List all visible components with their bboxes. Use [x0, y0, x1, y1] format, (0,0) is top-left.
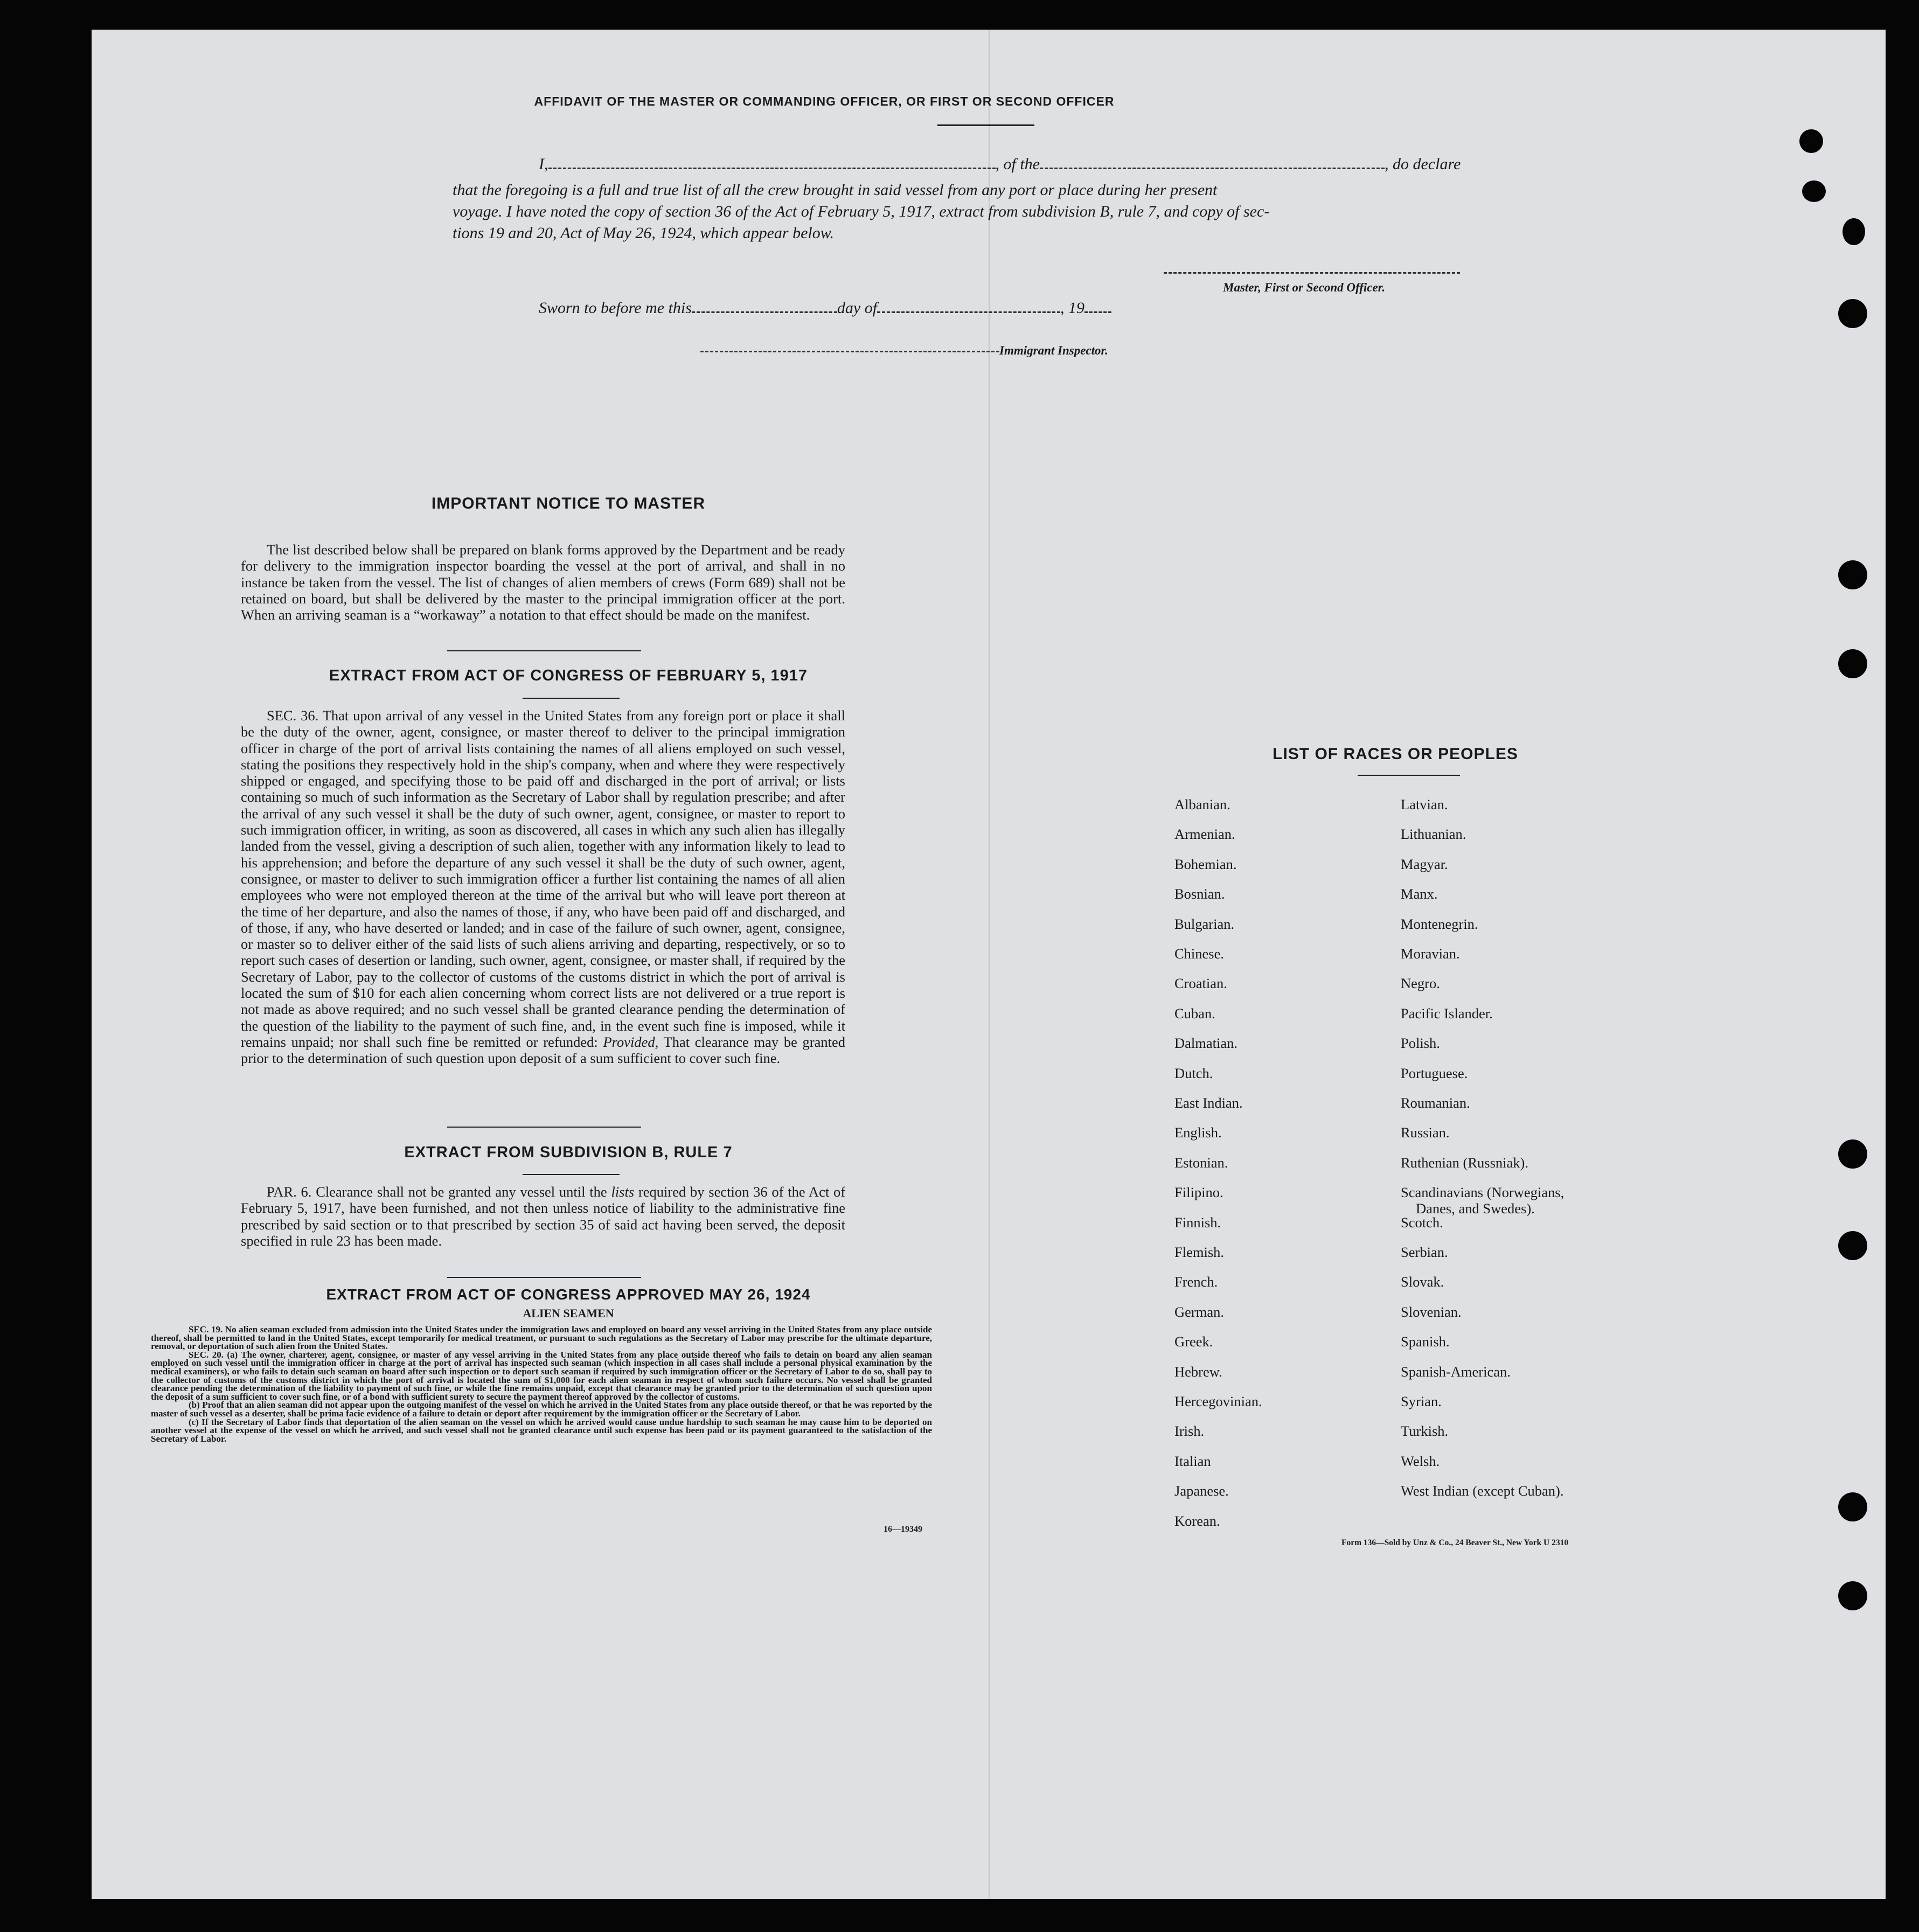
- act-1924-heading: EXTRACT FROM ACT OF CONGRESS APPROVED MAY 26, 1924: [326, 1286, 811, 1303]
- notice-text: The list described below shall be prepared on blank forms approved by the Department and be ready for delivery to the immigration inspector boarding the vessel at the port of arrival, and shall in no instance be taken from the vessel. The list of changes of alien members of crews (Form 689) shall not be retained on board, but shall be delivered by the master to the principal immigration officer at the port. When an arriving seaman is a “workaway” a notation to that effect should be made on the manifest.: [241, 541, 845, 623]
- rule-7-heading: EXTRACT FROM SUBDIVISION B, RULE 7: [404, 1144, 733, 1161]
- binder-hole: [1838, 299, 1867, 328]
- race-item: Syrian.: [1401, 1393, 1442, 1409]
- binder-hole: [1838, 1139, 1867, 1169]
- act-1917-heading: EXTRACT FROM ACT OF CONGRESS OF FEBRUARY 5, 1917: [329, 667, 808, 684]
- race-item: Ruthenian (Russniak).: [1401, 1154, 1528, 1171]
- race-item: French.: [1174, 1274, 1218, 1290]
- sec-19-text: SEC. 19. No alien seaman excluded from admission into the United States under the immigration laws and employed on board any vessel arriving in the United States from any place outside thereof, shall be permitted to land in the United States, except temporarily for medical treatment, or pursuant to such regulations as the Secretary of Labor may prescribe for the ultimate departure, removal, or deportation of such alien from the United States.: [151, 1324, 932, 1352]
- race-item: Bosnian.: [1174, 886, 1225, 902]
- sworn-line: [539, 299, 1111, 317]
- binder-hole: [1838, 649, 1867, 678]
- day-blank: [692, 300, 837, 313]
- rule-7-text: Clearance shall not be granted any vessel until the: [316, 1184, 607, 1200]
- race-item: Armenian.: [1174, 826, 1235, 843]
- inspector-signature-line: [700, 351, 999, 352]
- provided-label: Provided,: [603, 1033, 659, 1050]
- race-item: Serbian.: [1401, 1244, 1448, 1260]
- binder-hole: [1838, 1231, 1867, 1260]
- race-item: Finnish.: [1174, 1214, 1221, 1231]
- race-item: Negro.: [1401, 975, 1440, 992]
- race-item: Spanish.: [1401, 1333, 1450, 1350]
- affidavit-of-the-label: , of the: [995, 155, 1040, 173]
- sec-20b-text: (b) Proof that an alien seaman did not appear upon the outgoing manifest of the vessel on which he arrived in the United States from any place outside thereof, or that he was reported by the master of such vessel as a deserter, shall be prima facie evidence of a failure to detain or deport after requirement by the immigration officer or the Secretary of Labor.: [151, 1400, 932, 1419]
- race-item: Filipino.: [1174, 1184, 1223, 1201]
- races-heading: LIST OF RACES OR PEOPLES: [1273, 745, 1518, 763]
- act-1917-text: That upon arrival of any vessel in the United States from any foreign port or place it shall be the duty of the owner, agent, consignee, or master thereof to deliver to the principal immigration officer in charge of the port of arrival lists containing the names of all aliens employed on such vessel, stating the positions they respectively hold in the ship's company, when and where they were respectively shipped or engaged, and specifying those to be paid off and discharged in the port of arrival; or lists containing so much of such information as the Secretary of Labor shall by regulation prescribe; and after the arrival of any such vessel it shall be the duty of such owner, agent, consignee, or master to report to such immigration officer, in writing, as soon as discovered, all cases in which any such alien has illegally landed from the vessel, giving a description of such alien, together with any information likely to lead to his apprehension; and before the departure of any such vessel it shall be the duty of such owner, agent, consignee, or master to deliver to such immigration officer a further list containing the names of all alien employees who were not employed thereon at the time of the arrival but who will leave port thereon at the time of her departure, and also the names of those, if any, who have been paid off and discharged, and of those, if any, who have deserted or landed; and in case of the failure of such owner, agent, consignee, or master so to deliver either of the said lists of such aliens arriving and departing, respectively, or so to report such cases of desertion or landing, such owner, agent, consignee, or master shall, if required by the Secretary of Labor, pay to the collector of customs of the customs district in which the port of arrival is located the sum of $10 for each alien concerning whom correct lists are not delivered or a true report is not made as above required; and no such vessel shall be granted clearance pending the determination of the question of the liability to the payment of such fine, and, in the event such fine is imposed, while it remains unpaid; nor shall such fine be remitted or refunded:: [241, 707, 845, 1050]
- race-item: Croatian.: [1174, 975, 1227, 992]
- name-blank: [548, 156, 996, 169]
- race-item: Scotch.: [1401, 1214, 1443, 1231]
- race-item: Chinese.: [1174, 946, 1224, 962]
- act-1924-paragraphs: [151, 1325, 932, 1443]
- race-item: Magyar.: [1401, 856, 1448, 872]
- race-item: East Indian.: [1174, 1095, 1243, 1111]
- section-divider: [447, 1277, 641, 1278]
- form-footer: Form 136—Sold by Unz & Co., 24 Beaver St., New York U 2310: [1341, 1538, 1569, 1547]
- affidavit-declare-label: , do declare: [1385, 155, 1461, 173]
- heading-rule: [1358, 775, 1460, 776]
- race-item: Korean.: [1174, 1512, 1220, 1529]
- print-code: 16—19349: [884, 1525, 922, 1534]
- sec-20c-text: (c) If the Secretary of Labor finds that deportation of the alien seaman on the vessel on which he arrived would cause undue hardship to such seaman he may cause him to be deported on another vessel at the expense of the vessel on which he arrived, and such vessel shall not be granted clearance until such expense has been paid or its payment guaranteed to the satisfaction of the Secretary of Labor.: [151, 1416, 932, 1444]
- race-item: Hebrew.: [1174, 1363, 1222, 1380]
- race-item: German.: [1174, 1303, 1224, 1320]
- race-item: Flemish.: [1174, 1244, 1225, 1260]
- binder-hole: [1838, 1581, 1867, 1610]
- race-item: Lithuanian.: [1401, 826, 1466, 843]
- race-item: Bulgarian.: [1174, 915, 1235, 932]
- race-item: Latvian.: [1401, 796, 1448, 812]
- heading-rule: [523, 1174, 620, 1175]
- race-item: Hercegovinian.: [1174, 1393, 1262, 1409]
- heading-rule: [523, 698, 620, 699]
- race-item: Italian: [1174, 1453, 1211, 1469]
- binder-hole: [1842, 218, 1865, 245]
- rule-7-paragraph: [241, 1184, 845, 1249]
- affidavit-body-line: tions 19 and 20, Act of May 26, 1924, which appear below.: [453, 224, 835, 242]
- affidavit-body-line: that the foregoing is a full and true list of all the crew brought in said vessel from any port or place during her present: [453, 181, 1218, 199]
- affidavit-body: [453, 179, 1503, 244]
- race-item: Dutch.: [1174, 1065, 1213, 1081]
- race-item: Albanian.: [1174, 796, 1230, 812]
- month-blank: [877, 300, 1060, 313]
- race-item: Pacific Islander.: [1401, 1005, 1493, 1021]
- race-item: Cuban.: [1174, 1005, 1215, 1021]
- affidavit-i-label: I,: [539, 155, 548, 173]
- notice-heading: IMPORTANT NOTICE TO MASTER: [431, 495, 706, 512]
- race-item: Slovenian.: [1401, 1303, 1462, 1320]
- rule-7-text-end: required by section 36 of the Act of February 5, 1917, have been furnished, and not then unless notice of liability to the administrative fine prescribed by said section or to that prescribed by section 35 of said act having been served, the deposit specified in rule 23 has been made.: [241, 1184, 846, 1249]
- officer-signature-caption: Master, First or Second Officer.: [1223, 281, 1386, 294]
- notice-paragraph: [241, 541, 845, 623]
- act-1917-text-end: That clearance may be granted prior to the determination of such question upon deposit of a sum sufficient to cover such fine.: [241, 1033, 846, 1067]
- race-item: Russian.: [1401, 1124, 1450, 1141]
- race-item: West Indian (except Cuban).: [1401, 1483, 1564, 1499]
- officer-signature-line: [1164, 272, 1460, 274]
- form-sheet: [92, 30, 1886, 1899]
- act-1917-paragraph: [241, 707, 845, 1067]
- section-label: SEC. 36.: [267, 707, 319, 724]
- race-item: Welsh.: [1401, 1453, 1440, 1469]
- affidavit-title: AFFIDAVIT OF THE MASTER OR COMMANDING OFFICER, OR FIRST OR SECOND OFFICER: [534, 94, 1115, 108]
- race-item: Montenegrin.: [1401, 915, 1478, 932]
- race-item: Spanish-American.: [1401, 1363, 1511, 1380]
- inspector-signature-caption: Immigrant Inspector.: [999, 344, 1108, 357]
- binder-hole: [1838, 1492, 1867, 1521]
- lists-word: lists: [611, 1184, 635, 1200]
- race-item: Slovak.: [1401, 1274, 1444, 1290]
- race-item: Greek.: [1174, 1333, 1213, 1350]
- race-item: Danes, and Swedes).: [1416, 1200, 1535, 1217]
- race-item: Dalmatian.: [1174, 1035, 1237, 1052]
- race-item: Bohemian.: [1174, 856, 1237, 872]
- race-item: English.: [1174, 1124, 1222, 1141]
- sworn-prefix-label: Sworn to before me this: [539, 299, 692, 317]
- year-prefix-label: , 19: [1060, 299, 1085, 317]
- section-divider: [447, 1127, 641, 1128]
- binder-hole: [1799, 129, 1823, 153]
- title-rule: [937, 124, 1034, 126]
- vessel-blank: [1040, 156, 1385, 169]
- affidavit-first-line: [539, 154, 1589, 175]
- race-item: Manx.: [1401, 886, 1438, 902]
- section-divider: [447, 650, 641, 651]
- binder-hole: [1802, 180, 1826, 202]
- affidavit-body-line: voyage. I have noted the copy of section 36 of the Act of February 5, 1917, extract from subdivision B, rule 7, and copy of sec-: [453, 203, 1270, 220]
- day-of-label: day of: [837, 299, 878, 317]
- race-item: Portuguese.: [1401, 1065, 1468, 1081]
- race-item: Moravian.: [1401, 946, 1460, 962]
- race-item: Scandinavians (Norwegians,: [1401, 1184, 1565, 1201]
- binder-hole: [1838, 560, 1867, 589]
- race-item: Japanese.: [1174, 1483, 1229, 1499]
- race-item: Irish.: [1174, 1423, 1205, 1440]
- race-item: Turkish.: [1401, 1423, 1449, 1440]
- race-item: Estonian.: [1174, 1154, 1228, 1171]
- sec-20a-text: SEC. 20. (a) The owner, charterer, agent, consignee, or master of any vessel arriving in the United States from any place outside thereof who fails to detain on board any alien seaman employed on such vessel until the immigration officer in charge at the port of arrival has inspected such seaman (which inspection in all cases shall include a personal physical examination by the medical examiners), or who fails to detain such seaman on board after such inspection or to deport such seaman if required by such immigration officer or the Secretary of Labor to do so, shall pay to the collector of customs of the customs district in which the port of arrival is located the sum of $1,000 for each alien seaman in respect of whom such failure occurs. No vessel shall be granted clearance pending the determination of the liability to payment of such fine, or while the fine remains unpaid, except that clearance may be granted prior to the determination of such question upon the deposit of a sum sufficient to cover such fine, or of a bond with sufficient surety to secure the payment thereof approved by the collector of customs.: [151, 1349, 932, 1402]
- year-blank: [1084, 300, 1111, 313]
- race-item: Roumanian.: [1401, 1095, 1470, 1111]
- alien-seamen-subheading: ALIEN SEAMEN: [523, 1306, 614, 1320]
- paragraph-label: PAR. 6.: [267, 1184, 312, 1200]
- race-item: Polish.: [1401, 1035, 1440, 1052]
